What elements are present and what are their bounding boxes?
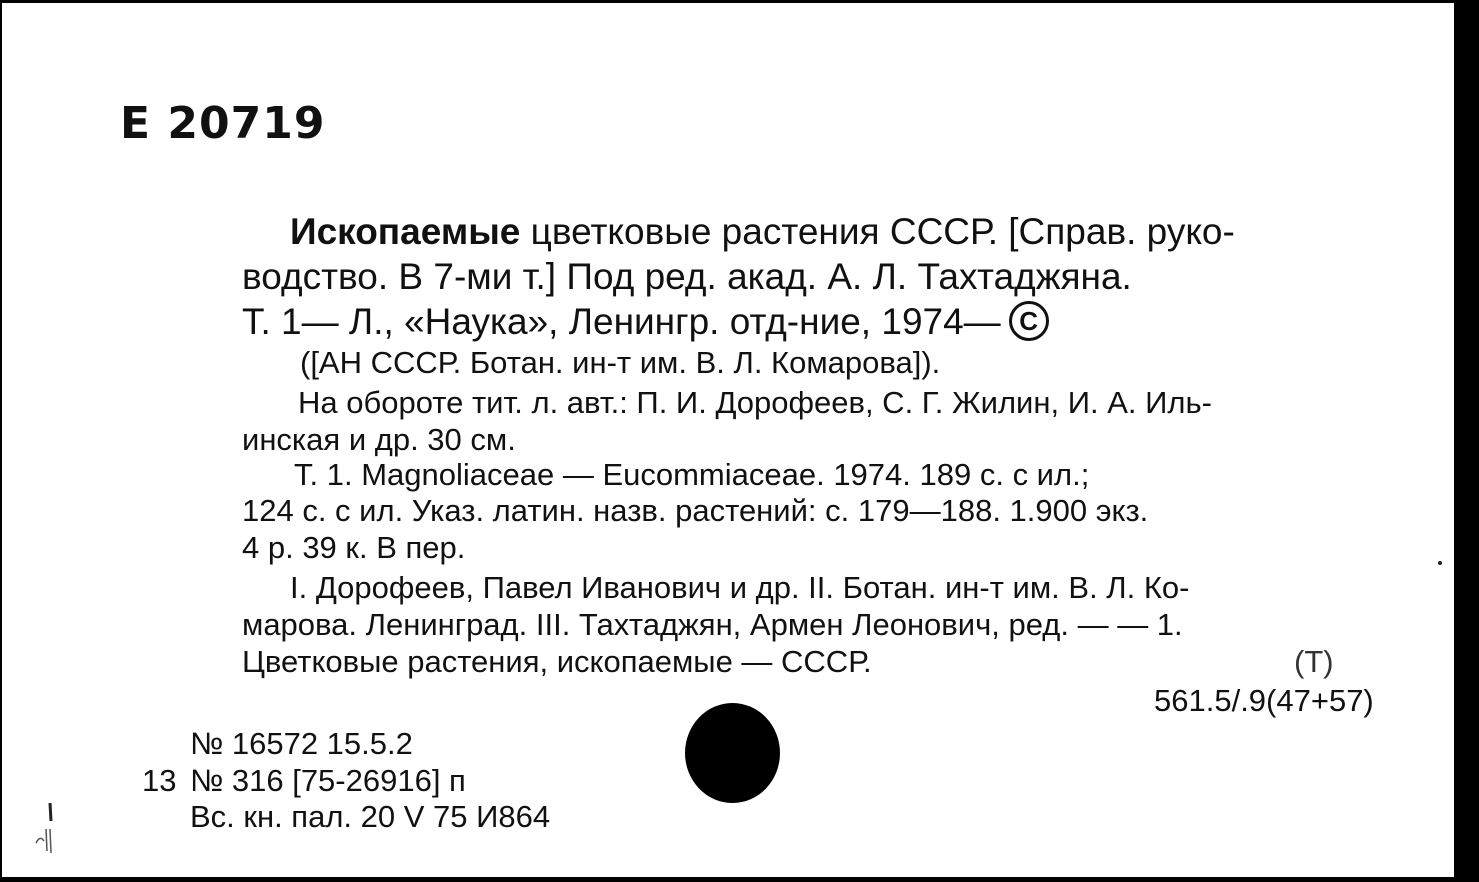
footer-line-2: № 316 [75-26916] п — [190, 763, 466, 798]
catalog-card — [2, 3, 1454, 877]
pencil-mark: (Т) — [1294, 644, 1334, 679]
entry-line-6: инская и др. 30 см. — [242, 422, 516, 457]
footer-prefix: 13 — [142, 763, 177, 798]
punch-hole — [685, 703, 780, 803]
copyright-icon: C — [1009, 301, 1049, 341]
classification-code: 561.5/.9(47+57) — [1154, 683, 1374, 718]
entry-line-11: марова. Ленинград. III. Тахтаджян, Армен Леонович, ред. — — 1. — [242, 607, 1183, 642]
entry-line-7: Т. 1. Magnoliaceae — Eucommiaceae. 1974. 189 с. с ил.; — [294, 457, 1090, 492]
entry-line-3-text: Т. 1— Л., «Наука», Ленингр. отд-ние, 1974— — [242, 301, 1001, 342]
entry-line-10: I. Дорофеев, Павел Иванович и др. II. Ботан. ин-т им. В. Л. Ко- — [290, 570, 1190, 605]
edge-dot — [1438, 561, 1442, 565]
entry-line-2: водство. В 7-ми т.] Под ред. акад. А. Л. Тахтаджяна. — [242, 256, 1132, 297]
entry-line-3 — [242, 301, 1049, 343]
entry-line-5: На обороте тит. л. авт.: П. И. Дорофеев, С. Г. Жилин, И. А. Иль- — [298, 385, 1212, 420]
entry-line-8: 124 с. с ил. Указ. латин. назв. растений: с. 179—188. 1.900 экз. — [242, 493, 1149, 528]
entry-line-1-rest: цветковые растения СССР. [Справ. руко- — [530, 211, 1235, 252]
pencil-scribble — [30, 799, 64, 855]
footer-line-1: № 16572 15.5.2 — [190, 726, 413, 761]
entry-line-1 — [290, 211, 1235, 253]
entry-line-9: 4 р. 39 к. В пер. — [242, 530, 466, 565]
entry-title-bold: Ископаемые — [290, 211, 521, 252]
footer-line-3: Вс. кн. пал. 20 V 75 И864 — [190, 799, 551, 834]
call-number: Е 20719 — [120, 98, 326, 149]
entry-line-12: Цветковые растения, ископаемые — СССР. — [242, 644, 872, 679]
entry-line-4: ([АН СССР. Ботан. ин-т им. В. Л. Комарова]). — [300, 345, 941, 380]
